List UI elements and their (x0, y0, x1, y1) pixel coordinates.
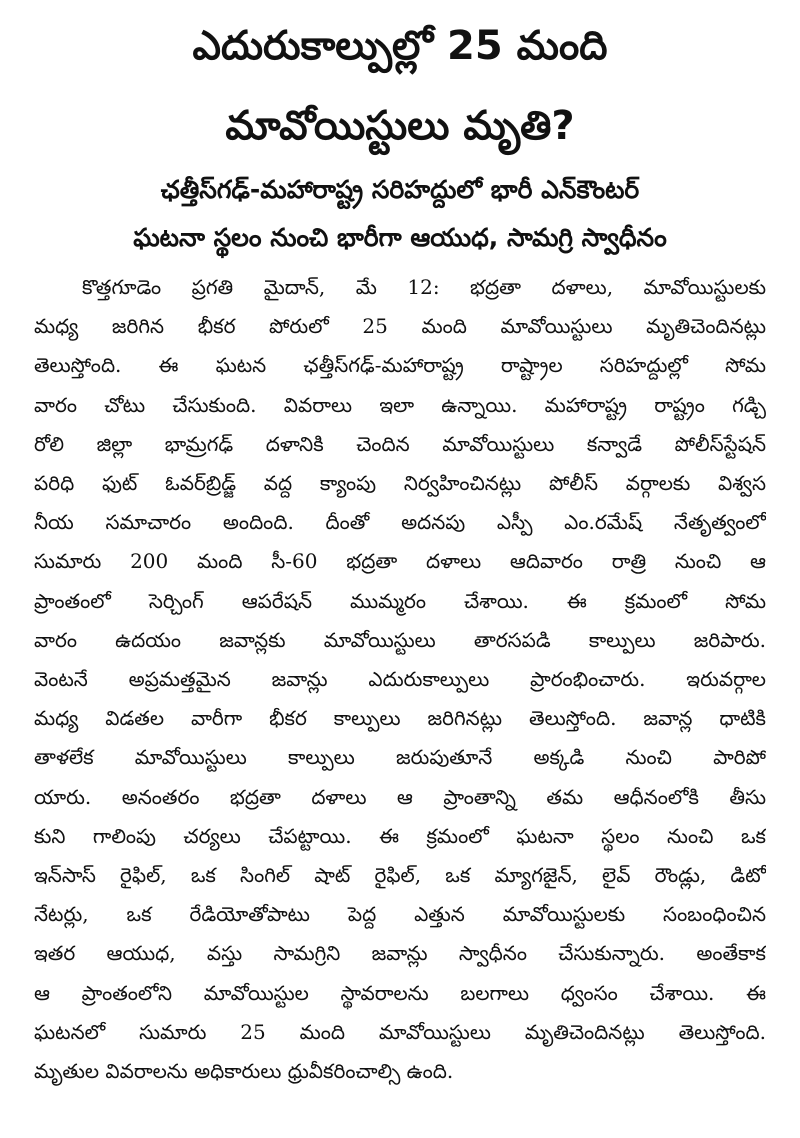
article-body-line: పరిధి ఫుట్‌ ఓవర్‌బ్రిడ్జ్‌ వద్ద క్యాంపు నిర్వహించినట్లు పోలీస్‌ వర్గాలకు విశ్వస (34, 471, 766, 496)
article-body-line: కొత్తగూడెం ప్రగతి మైదాన్, మే 12: భద్రతా దళాలు, మావోయిస్టులకు (82, 275, 766, 299)
article-body-line: మధ్య జరిగిన భీకర పోరులో 25 మంది మావోయిస్టులు మృతిచెందినట్లు (34, 314, 766, 339)
article-body-line: ఇతర ఆయుధ, వస్తు సామగ్రిని జవాన్లు స్వాధీనం చేసుకున్నారు. అంతేకాక (34, 941, 766, 966)
article-body-line: తెలుస్తోంది. ఈ ఘటన ఛత్తీస్‌గఢ్‌-మహారాష్ట్ర రాష్ట్రాల సరిహద్దుల్లో సోమ (34, 353, 766, 378)
article-body-line: వారం చోటు చేసుకుంది. వివరాలు ఇలా ఉన్నాయి. మహారాష్ట్ర రాష్ట్రం గడ్చి (34, 392, 766, 417)
article-body-line: మృతుల వివరాలను అధికారులు ధ్రువీకరించాల్సి ఉంది. (34, 1059, 454, 1084)
article-body (34, 268, 766, 1091)
article-body-line: ఇన్‌సాస్‌ రైఫిల్‌, ఒక సింగిల్‌ షాట్‌ రైఫిల్‌, ఒక మ్యాగజైన్‌, లైవ్‌ రౌండ్లు, డిటో (34, 863, 766, 888)
article-body-line: ఘటనలో సుమారు 25 మంది మావోయిస్టులు మృతిచెందినట్లు తెలుస్తోంది. (34, 1019, 766, 1044)
subheadline-line-2: ఘటనా స్థలం నుంచి భారీగా ఆయుధ, సామగ్రి స్వాధీనం (133, 223, 667, 252)
article-body-line: మధ్య విడతల వారీగా భీకర కాల్పులు జరిగినట్లు తెలుస్తోంది. జవాన్ల ధాటికి (34, 706, 766, 731)
article-body-line: సుమారు 200 మంది సీ-60 భద్రతా దళాలు ఆదివారం రాత్రి నుంచి ఆ (34, 549, 766, 574)
article-body-line: కుని గాలింపు చర్యలు చేపట్టాయి. ఈ క్రమంలో ఘటనా స్థలం నుంచి ఒక (34, 823, 766, 848)
article-body-line: నేటర్లు, ఒక రేడియోతోపాటు పెద్ద ఎత్తున మావోయిస్టులకు సంబంధించిన (34, 902, 766, 927)
subheadline-line-1: ఛత్తీస్‌గఢ్‌-మహారాష్ట్ర సరిహద్దులో భారీ ఎన్‌కౌంటర్‌ (160, 175, 640, 204)
article-body-line: యారు. అనంతరం భద్రతా దళాలు ఆ ప్రాంతాన్ని తమ ఆధీనంలోకి తీసు (34, 784, 766, 809)
article-body-line: ప్రాంతంలో సెర్చింగ్‌ ఆపరేషన్‌ ముమ్మరం చేశాయి. ఈ క్రమంలో సోమ (34, 588, 766, 613)
headline-line-1: ఎదురుకాల్పుల్లో 25 మంది (192, 23, 608, 69)
article-body-line: వెంటనే అప్రమత్తమైన జవాన్లు ఎదురుకాల్పులు ప్రారంభించారు. ఇరువర్గాల (34, 667, 766, 692)
article-body-line: ఆ ప్రాంతంలోని మావోయిస్టుల స్థావరాలను బలగాలు ధ్వంసం చేశాయి. ఈ (34, 980, 766, 1005)
headline-line-2: మావోయిస్టులు మృతి? (225, 103, 575, 149)
article-body-line: రోలి జిల్లా భామ్రగఢ్‌ దళానికి చెందిన మావోయిస్టులు కన్వాడే పోలీస్‌స్టేషన్‌ (34, 431, 766, 456)
article-body-line: తాళలేక మావోయిస్టులు కాల్పులు జరుపుతూనే అక్కడి నుంచి పారిపో (34, 745, 766, 770)
article-body-line: వారం ఉదయం జవాన్లకు మావోయిస్టులు తారసపడి కాల్పులు జరిపారు. (34, 627, 766, 652)
article-body-line: నీయ సమాచారం అందింది. దీంతో అదనపు ఎస్పీ ఎం.రమేష్‌ నేతృత్వంలో (34, 510, 766, 535)
